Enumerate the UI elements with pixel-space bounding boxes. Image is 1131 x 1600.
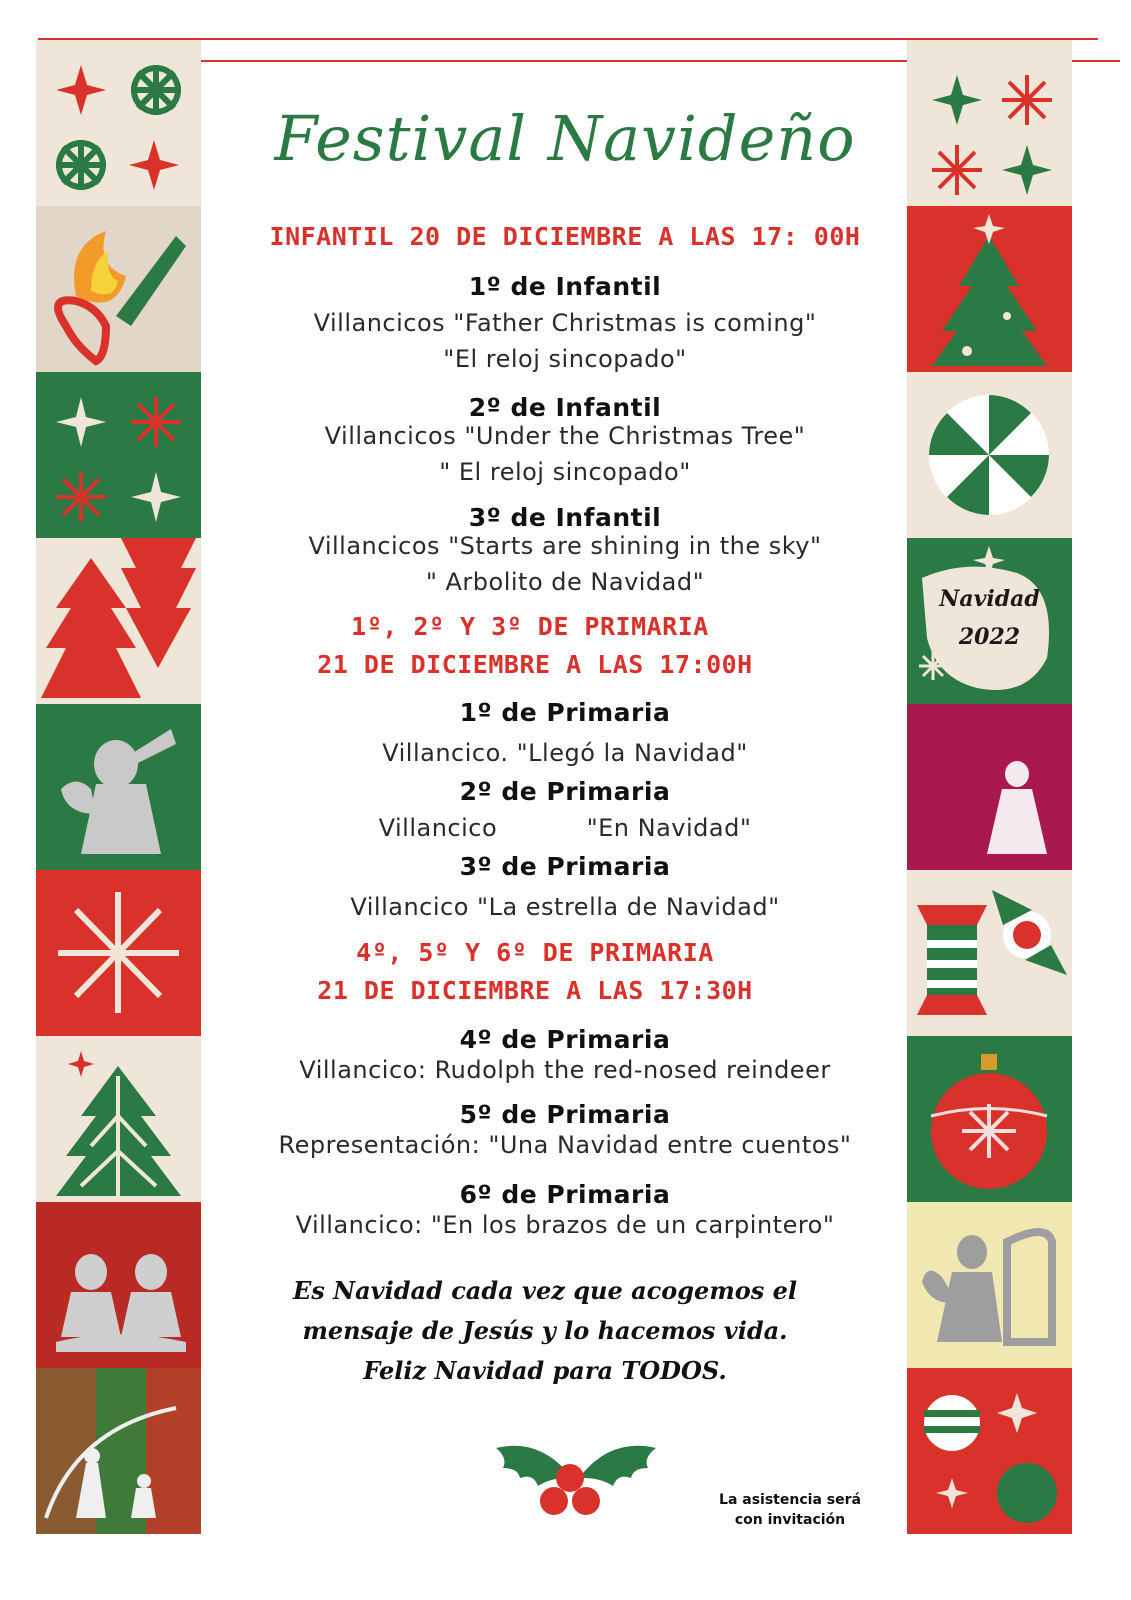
xmas-tree-tile: [907, 206, 1072, 372]
group-line: " Arbolito de Navidad": [425, 568, 705, 596]
group-line: " El reloj sincopado": [439, 458, 691, 486]
snowflake-stars-tile: [36, 372, 201, 538]
group-2-infantil: [220, 393, 910, 486]
navidad-label: Navidad: [939, 586, 1040, 612]
group-line: Villancico: "En los brazos de un carpintero": [295, 1211, 835, 1239]
closing-line-2: mensaje de Jesús y lo hacemos vida.: [302, 1316, 788, 1345]
group-3-primaria: [220, 852, 910, 921]
page-title: Festival Navideño: [274, 102, 856, 175]
group-name: 1º de Primaria: [459, 698, 671, 727]
moon-angel-tile: [907, 704, 1072, 870]
candy-tile: [907, 870, 1072, 1036]
group-5-primaria: [220, 1100, 910, 1159]
stars-tile: [36, 40, 201, 206]
flame-logo-tile: [36, 206, 201, 372]
group-3-infantil: [220, 503, 910, 596]
group-4-primaria: [220, 1025, 910, 1084]
invitation-note-line-2: con invitación: [734, 1512, 846, 1528]
group-line: Representación: "Una Navidad entre cuentos": [278, 1131, 852, 1159]
group-name: 3º de Primaria: [459, 852, 671, 881]
group-name: 1º de Infantil: [468, 272, 662, 301]
group-name: 2º de Infantil: [468, 393, 662, 422]
group-line: Villancicos "Father Christmas is coming": [313, 309, 817, 337]
group-line: Villancicos "Starts are shining in the sky": [308, 532, 822, 560]
group-name: 3º de Infantil: [468, 503, 662, 532]
group-6-primaria: [220, 1180, 910, 1239]
year-label: 2022: [958, 624, 1021, 650]
angels-pair-tile: [36, 1202, 201, 1368]
group-2-primaria: [220, 777, 910, 842]
closing-line-3: Feliz Navidad para TODOS.: [363, 1356, 727, 1385]
trees-tile: [36, 538, 201, 704]
group-name: 5º de Primaria: [459, 1100, 671, 1129]
peppermint-tile: [907, 372, 1072, 538]
group-name: 6º de Primaria: [459, 1180, 671, 1209]
left-decor-column: [36, 40, 201, 1540]
section-date-primaria-1-3: 21 DE DICIEMBRE A LAS 17:00H: [317, 650, 753, 679]
snowflake-red-tile: [36, 870, 201, 1036]
group-line: Villancico "En Navidad": [378, 814, 752, 842]
harp-angel-tile: [907, 1202, 1072, 1368]
section-heading-primaria-1-3: 1º, 2º Y 3º DE PRIMARIA: [351, 612, 709, 641]
group-1-infantil: [220, 272, 910, 373]
stars-tile-right: [907, 40, 1072, 206]
green-tree-tile: [36, 1036, 201, 1202]
group-line: Villancico. "Llegó la Navidad": [382, 739, 748, 767]
section-date-primaria-4-6: 21 DE DICIEMBRE A LAS 17:30H: [317, 976, 753, 1005]
nativity-tile: [36, 1368, 201, 1534]
group-line: Villancicos "Under the Christmas Tree": [324, 422, 806, 450]
section-heading-primaria-4-6: 4º, 5º Y 6º DE PRIMARIA: [356, 938, 714, 967]
ornament-tile: [907, 1036, 1072, 1202]
closing-line-1: Es Navidad cada vez que acogemos el: [293, 1276, 797, 1305]
group-line: "El reloj sincopado": [443, 345, 687, 373]
section-heading-infantil: INFANTIL 20 DE DICIEMBRE A LAS 17: 00H: [269, 222, 861, 251]
invitation-note-line-1: La asistencia será: [719, 1492, 861, 1508]
group-line: Villancico: Rudolph the red-nosed reindeer: [299, 1056, 831, 1084]
group-name: 4º de Primaria: [459, 1025, 671, 1054]
holly-icon: [488, 1428, 663, 1528]
group-1-primaria: [220, 698, 910, 767]
angel-trumpet-tile: [36, 704, 201, 870]
right-decor-column: [907, 40, 1072, 1540]
baubles-tile: [907, 1368, 1072, 1534]
group-line: Villancico "La estrella de Navidad": [350, 893, 780, 921]
navidad-2022-tile: [907, 538, 1072, 704]
group-name: 2º de Primaria: [459, 777, 671, 806]
